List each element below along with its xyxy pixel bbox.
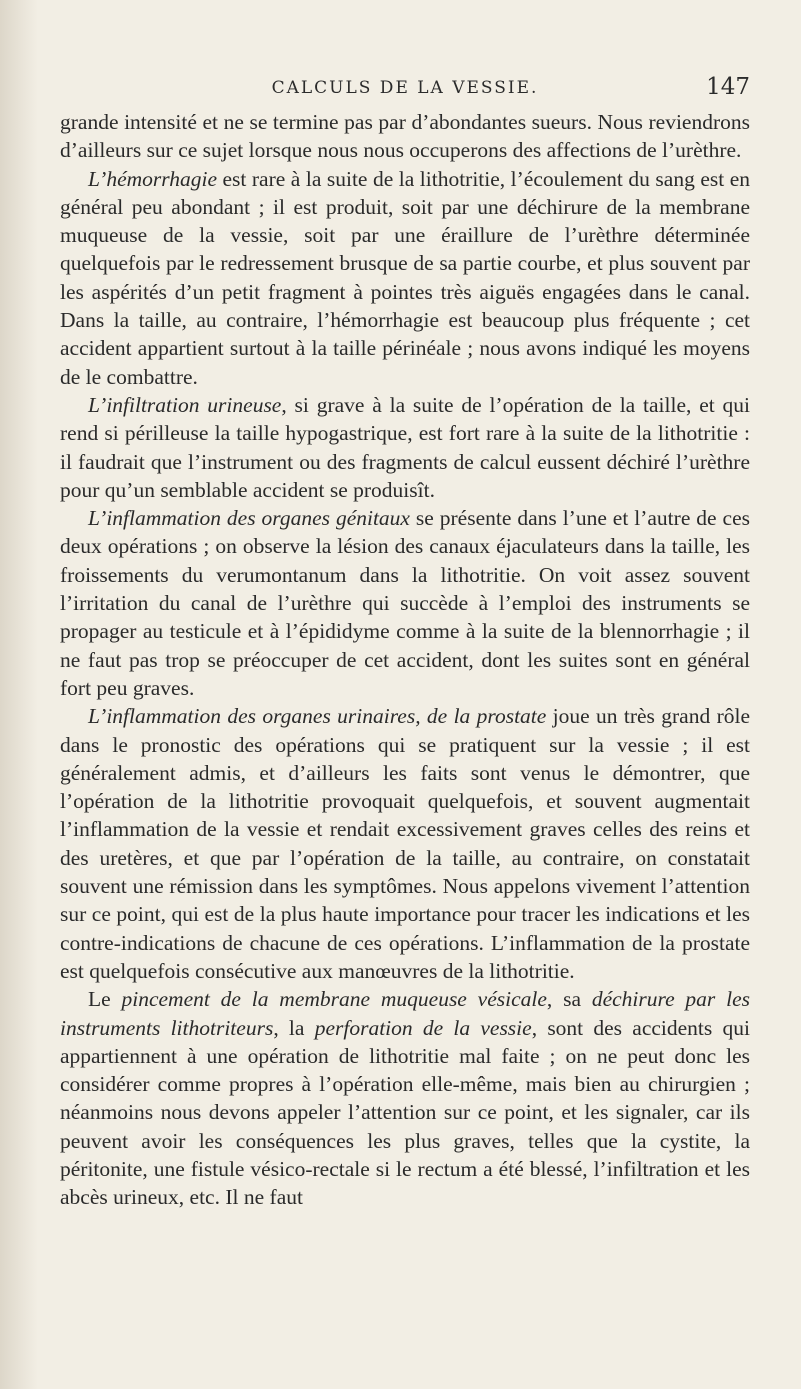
text-run: , la (273, 1015, 315, 1040)
text-run: , sont des accidents qui appartiennent à une opération de lithotritie mal faite ; on ne peut donc les considérer comme propres à l’opération elle-même, mais bien au chirurgien ; néanmoins nous devons appeler l’attention sur ce point, et les signaler, car ils peuvent avoir les conséquences les plus graves, telles que la cystite, la péritonite, une fistule vésico-rectale si le rectum a été blessé, l’infiltration et les abcès urineux, etc. Il ne faut (60, 1015, 750, 1210)
paragraph (60, 108, 750, 165)
italic-term: L’hémorrhagie (88, 166, 217, 191)
paragraph (60, 165, 750, 391)
paragraph (60, 504, 750, 702)
text-run: joue un très grand rôle dans le pronostic des opérations qui se pratiquent sur la vessie ; il est généralement admis, et d’ailleurs les faits sont venus le démontrer, que l’opération de la lithotritie provoquait quelquefois, et souvent augmentait l’inflammation de la vessie et rendait excessivement graves celles des reins et des uretères, et que par l’opération de la taille, au contraire, on constatait souvent une rémission dans les symptômes. Nous appelons vivement l’attention sur ce point, qui est de la plus haute importance pour tracer les indications et les contre-indications de chacune de ces opérations. L’inflammation de la prostate est quelquefois consécutive aux manœuvres de la lithotritie. (60, 704, 750, 983)
text-run: se présente dans l’une et l’autre de ces deux opérations ; on observe la lésion des canaux éjaculateurs dans la taille, les froissements du verumontanum dans la lithotritie. On voit assez souvent l’irritation du canal de l’urèthre qui succède à l’emploi des instruments se propager au testicule et à l’épididyme comme à la suite de la blennorrhagie ; il ne faut pas trop se préoccuper de cet accident, dont les suites sont en général fort peu graves. (60, 506, 750, 700)
body-text (60, 108, 750, 1212)
italic-term: pincement de la membrane muqueuse vésicale (121, 987, 547, 1012)
page-number: 147 (706, 74, 750, 100)
text-run: , si grave à la suite de l’opération de la taille, et qui rend si périlleuse la taille hypogastrique, est fort rare à la suite de la lithotritie : il faudrait que l’instrument ou des fragments de calcul eussent déchiré l’urèthre pour qu’un semblable accident se produisît. (60, 392, 750, 502)
italic-term: L’infiltration urineuse (88, 392, 282, 417)
text-run: est rare à la suite de la lithotritie, l’écoulement du sang est en général peu abondant ; il est produit, soit par une déchirure de la membrane muqueuse de la vessie, soit par une éraillure de l’urèthre déterminée quelquefois par le redressement brusque de sa partie courbe, et plus souvent par les aspérités d’un petit fragment à pointes très aiguës engagées dans le canal. Dans la taille, au contraire, l’hémorrhagie est beaucoup plus fréquente ; cet accident appartient surtout à la taille périnéale ; nous avons indiqué les moyens de le combattre. (60, 166, 750, 389)
paragraph (60, 702, 750, 985)
italic-term: L’inflammation des organes urinaires, de la prostate (88, 704, 547, 729)
running-title: CALCULS DE LA VESSIE. (271, 78, 539, 98)
text-run: Le (88, 987, 122, 1012)
italic-term: déchirure par les instruments lithotriteurs (60, 987, 750, 1040)
italic-term: perforation de la vessie (314, 1015, 532, 1040)
paragraph (60, 391, 750, 504)
paragraph (60, 985, 750, 1211)
text-run: , sa (546, 987, 592, 1012)
italic-term: L’inflammation des organes génitaux (88, 506, 410, 531)
text-run: grande intensité et ne se termine pas par d’abondantes sueurs. Nous reviendrons d’ailleurs sur ce sujet lorsque nous nous occuperons des affections de l’urèthre. (60, 110, 750, 163)
page-header (60, 74, 750, 104)
